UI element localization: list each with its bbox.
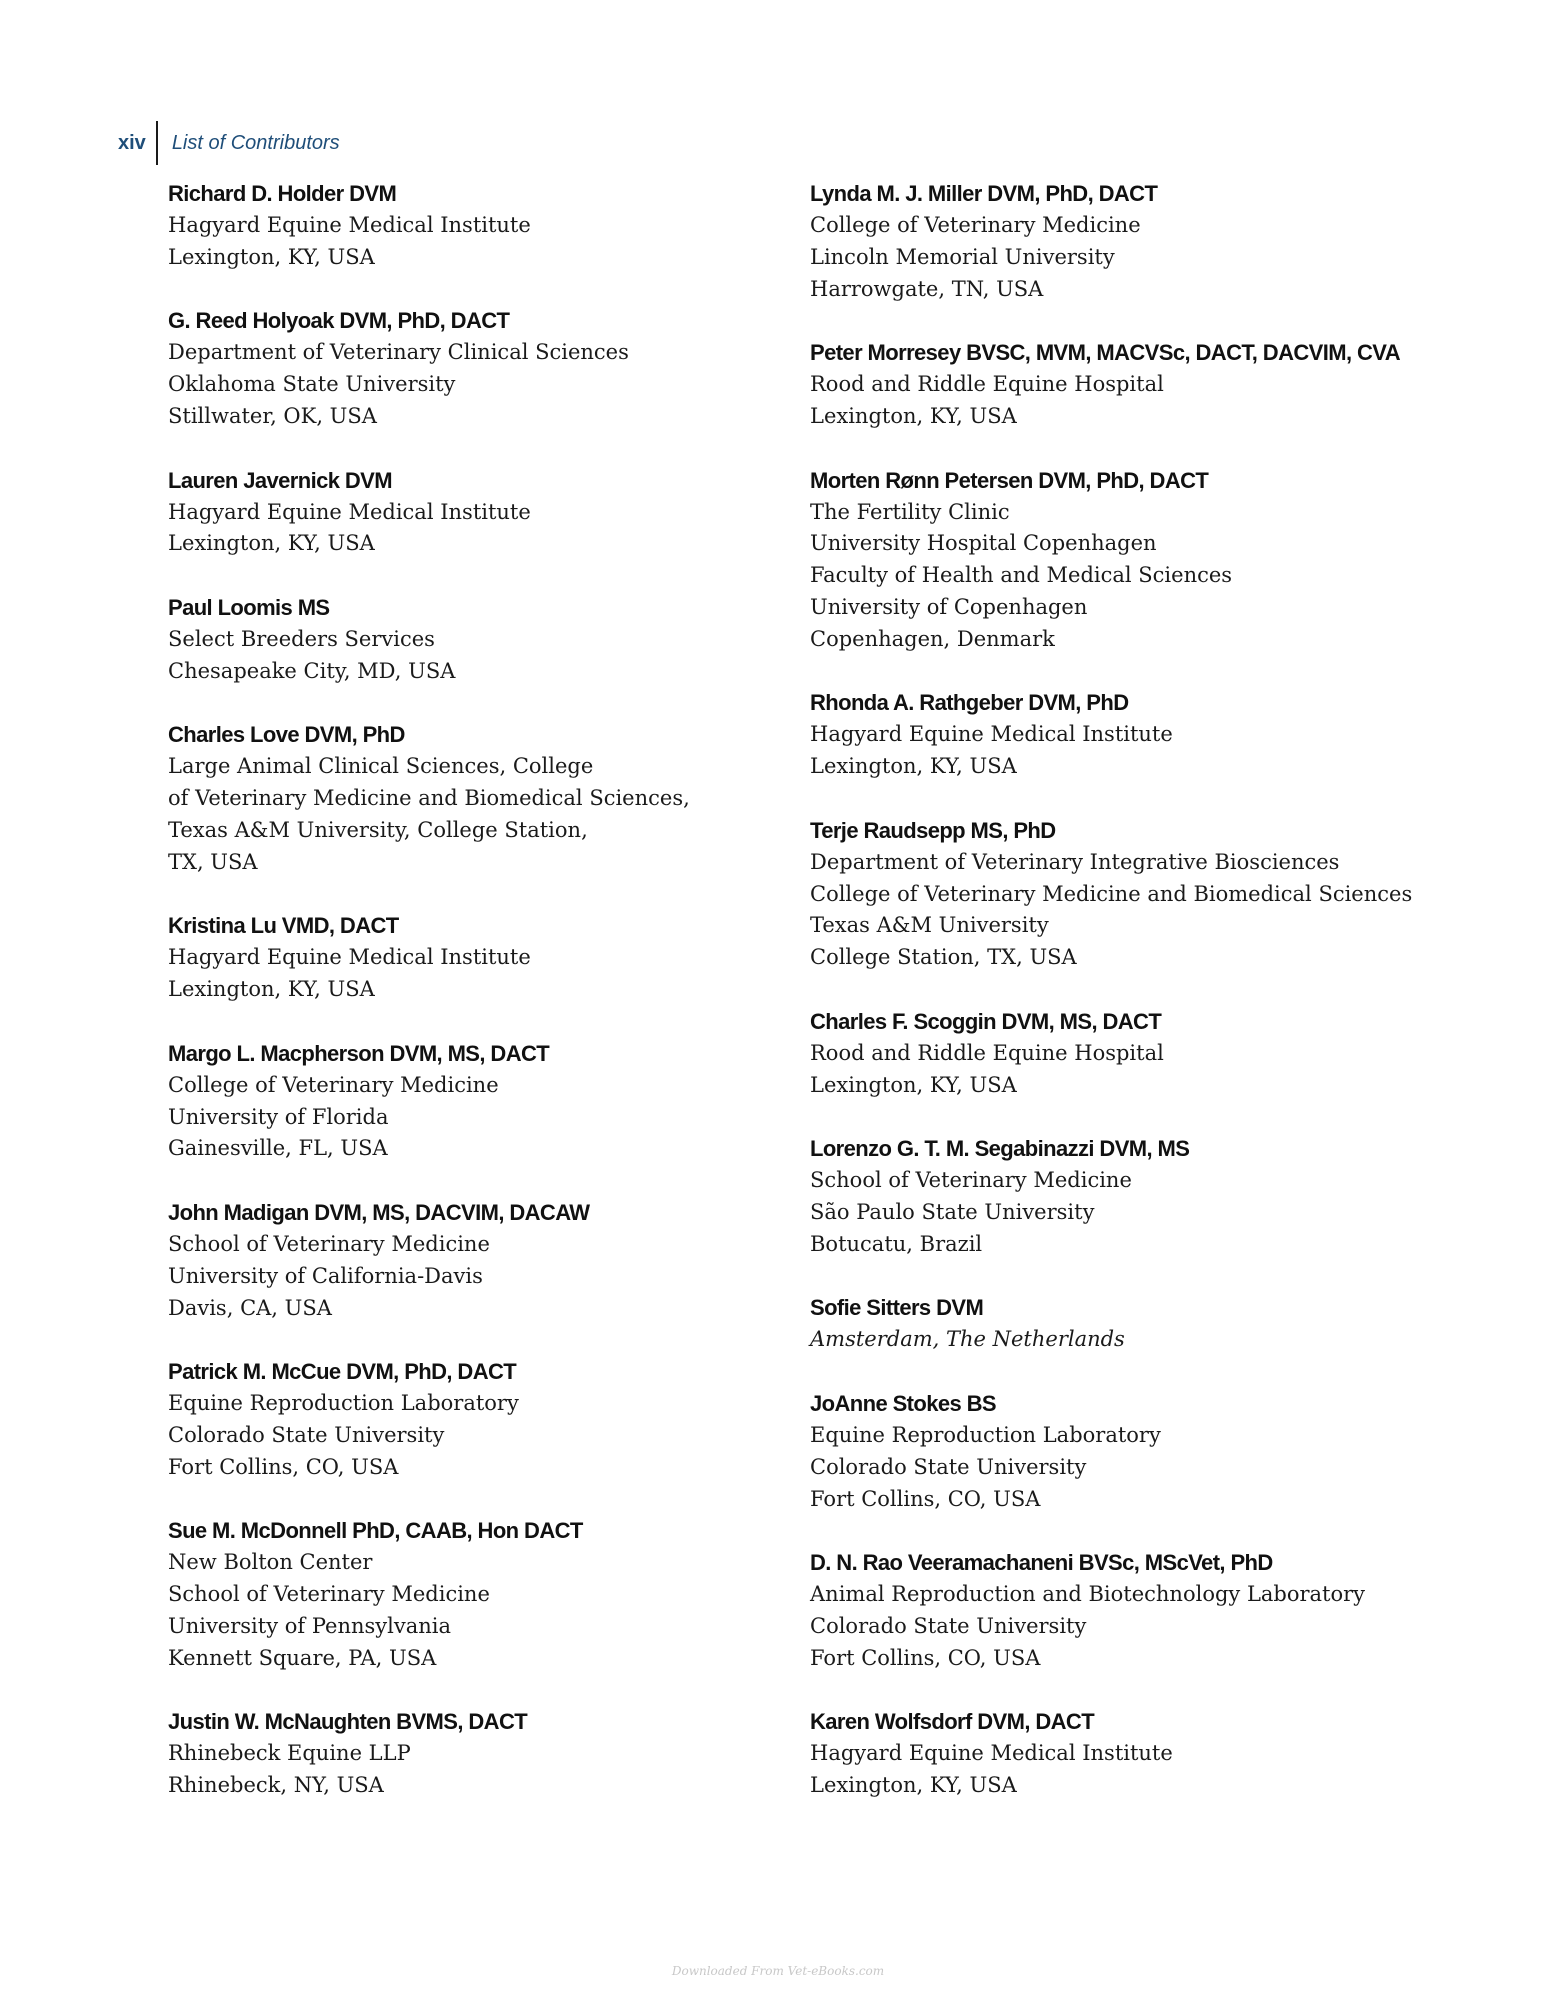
contributor-name: Richard D. Holder DVM [168, 181, 397, 206]
contributor-entry [810, 1706, 1530, 1802]
affiliation-line: University of California-Davis [168, 1263, 483, 1288]
affiliation-line: Lexington, KY, USA [168, 531, 375, 556]
affiliation-line: Lexington, KY, USA [810, 754, 1017, 779]
affiliation-line: Equine Reproduction Laboratory [168, 1391, 519, 1416]
affiliation-line: Fort Collins, CO, USA [810, 1486, 1041, 1511]
contributor-name: Sue M. McDonnell PhD, CAAB, Hon DACT [168, 1518, 583, 1544]
affiliation-line: Rood and Riddle Equine Hospital [810, 372, 1164, 397]
contributor-entry [168, 1706, 768, 1802]
affiliation-line: Davis, CA, USA [168, 1295, 332, 1320]
affiliation-line: TX, USA [168, 849, 258, 874]
contributor-entry [810, 178, 1530, 305]
affiliation-line: College Station, TX, USA [810, 945, 1077, 970]
affiliation-line: Animal Reproduction and Biotechnology Laboratory [810, 1582, 1366, 1607]
contributor-name: Margo L. Macpherson DVM, MS, DACT [168, 1040, 550, 1066]
affiliation-line: Colorado State University [810, 1613, 1087, 1638]
contributor-entry [168, 592, 768, 688]
affiliation-line: Department of Veterinary Integrative Biosciences [810, 849, 1340, 874]
affiliation-line: Lincoln Memorial University [810, 244, 1115, 269]
affiliation-line: Texas A&M University [810, 913, 1049, 938]
contributor-name: Karen Wolfsdorf DVM, DACT [810, 1709, 1095, 1735]
contributor-name: Kristina Lu VMD, DACT [168, 913, 399, 939]
affiliation-line: Lexington, KY, USA [168, 977, 375, 1002]
contributors-column-left [168, 178, 768, 1834]
contributor-name: Lauren Javernick DVM [168, 467, 392, 493]
affiliation-line: Department of Veterinary Clinical Sciences [168, 340, 629, 365]
affiliation-line: University of Pennsylvania [168, 1613, 451, 1638]
contributor-name: Paul Loomis MS [168, 594, 330, 620]
affiliation-line: Lexington, KY, USA [810, 1072, 1017, 1097]
contributor-entry [168, 1197, 768, 1324]
affiliation-line: Botucatu, Brazil [810, 1231, 983, 1256]
affiliation-line: Gainesville, FL, USA [168, 1136, 388, 1161]
contributor-entry [810, 1006, 1530, 1102]
contributor-entry [168, 1038, 768, 1165]
contributor-name: Charles Love DVM, PhD [168, 722, 405, 748]
affiliation-line: Chesapeake City, MD, USA [168, 658, 456, 683]
affiliation-line: Large Animal Clinical Sciences, College [168, 754, 594, 779]
affiliation-line: College of Veterinary Medicine [168, 1072, 499, 1097]
affiliation-line: Rhinebeck Equine LLP [168, 1741, 411, 1766]
affiliation-line: Lexington, KY, USA [810, 403, 1017, 428]
running-header [118, 121, 340, 165]
contributor-name: D. N. Rao Veeramachaneni BVSc, MScVet, PhD [810, 1550, 1273, 1576]
affiliation-line: Fort Collins, CO, USA [810, 1645, 1041, 1670]
download-watermark: Downloaded From Vet-eBooks.com [671, 1964, 885, 1978]
affiliation-line: Colorado State University [168, 1422, 445, 1447]
contributor-entry [168, 305, 768, 432]
affiliation-line: Stillwater, OK, USA [168, 403, 377, 428]
affiliation-line: Hagyard Equine Medical Institute [810, 1741, 1173, 1766]
contributor-name: Patrick M. McCue DVM, PhD, DACT [168, 1359, 517, 1385]
contributor-name: Sofie Sitters DVM [810, 1295, 984, 1321]
affiliation-line: Lexington, KY, USA [810, 1773, 1017, 1798]
affiliation-line: Hagyard Equine Medical Institute [168, 499, 531, 524]
affiliation-line: Colorado State University [810, 1454, 1087, 1479]
affiliation-line: University of Copenhagen [810, 594, 1088, 619]
contributor-entry [810, 1292, 1530, 1356]
affiliation-line: School of Veterinary Medicine [810, 1168, 1132, 1193]
contributor-entry [810, 1133, 1530, 1260]
affiliation-line: University Hospital Copenhagen [810, 531, 1157, 556]
contributor-entry [168, 465, 768, 561]
running-title: List of Contributors [171, 131, 340, 154]
affiliation-line: Harrowgate, TN, USA [810, 276, 1044, 301]
contributor-entry [810, 465, 1530, 656]
contributors-column-right [810, 178, 1530, 1834]
contributor-name: G. Reed Holyoak DVM, PhD, DACT [168, 308, 510, 334]
page-number: xiv [118, 131, 146, 154]
affiliation-line: São Paulo State University [810, 1199, 1095, 1224]
affiliation-line: Lexington, KY, USA [168, 244, 375, 269]
contributor-entry [168, 1356, 768, 1483]
affiliation-line: Equine Reproduction Laboratory [810, 1422, 1161, 1447]
affiliation-line: College of Veterinary Medicine [810, 213, 1141, 237]
contributor-entry [168, 1515, 768, 1674]
contributor-name: Morten Rønn Petersen DVM, PhD, DACT [810, 467, 1209, 493]
affiliation-line: Hagyard Equine Medical Institute [810, 722, 1173, 747]
contributor-name: Lynda M. J. Miller DVM, PhD, DACT [810, 181, 1158, 206]
contributor-name: Lorenzo G. T. M. Segabinazzi DVM, MS [810, 1136, 1190, 1162]
affiliation-line: Hagyard Equine Medical Institute [168, 945, 531, 970]
affiliation-line: of Veterinary Medicine and Biomedical Sciences, [168, 786, 690, 811]
affiliation-line: Rhinebeck, NY, USA [168, 1773, 384, 1798]
affiliation-line: Amsterdam, The Netherlands [810, 1327, 1125, 1352]
contributor-entry [810, 337, 1530, 433]
contributor-name: Peter Morresey BVSC, MVM, MACVSc, DACT, DACVIM, CVA [810, 340, 1400, 366]
contributor-entry [168, 910, 768, 1006]
contributor-name: Charles F. Scoggin DVM, MS, DACT [810, 1008, 1162, 1034]
affiliation-line: Select Breeders Services [168, 626, 435, 651]
contributor-entry [810, 687, 1530, 783]
contributor-entry [810, 1547, 1530, 1674]
affiliation-line: Oklahoma State University [168, 372, 456, 397]
contributor-entry [810, 815, 1530, 974]
contributor-name: JoAnne Stokes BS [810, 1390, 997, 1416]
contributor-name: Rhonda A. Rathgeber DVM, PhD [810, 690, 1129, 716]
contributor-entry [168, 178, 768, 274]
affiliation-line: The Fertility Clinic [810, 499, 1010, 524]
affiliation-line: Kennett Square, PA, USA [168, 1645, 437, 1670]
contributor-name: John Madigan DVM, MS, DACVIM, DACAW [168, 1199, 590, 1225]
affiliation-line: School of Veterinary Medicine [168, 1231, 490, 1256]
affiliation-line: New Bolton Center [168, 1550, 373, 1575]
affiliation-line: Texas A&M University, College Station, [168, 817, 588, 842]
affiliation-line: Rood and Riddle Equine Hospital [810, 1040, 1164, 1065]
affiliation-line: Copenhagen, Denmark [810, 626, 1055, 651]
contributor-entry [810, 1388, 1530, 1515]
affiliation-line: College of Veterinary Medicine and Biomedical Sciences [810, 881, 1413, 906]
affiliation-line: Faculty of Health and Medical Sciences [810, 563, 1233, 588]
contributor-name: Justin W. McNaughten BVMS, DACT [168, 1709, 528, 1735]
contributor-name: Terje Raudsepp MS, PhD [810, 817, 1056, 843]
affiliation-line: Fort Collins, CO, USA [168, 1454, 399, 1479]
affiliation-line: University of Florida [168, 1104, 389, 1129]
contributor-entry [168, 719, 768, 878]
affiliation-line: Hagyard Equine Medical Institute [168, 213, 531, 237]
affiliation-line: School of Veterinary Medicine [168, 1582, 490, 1607]
